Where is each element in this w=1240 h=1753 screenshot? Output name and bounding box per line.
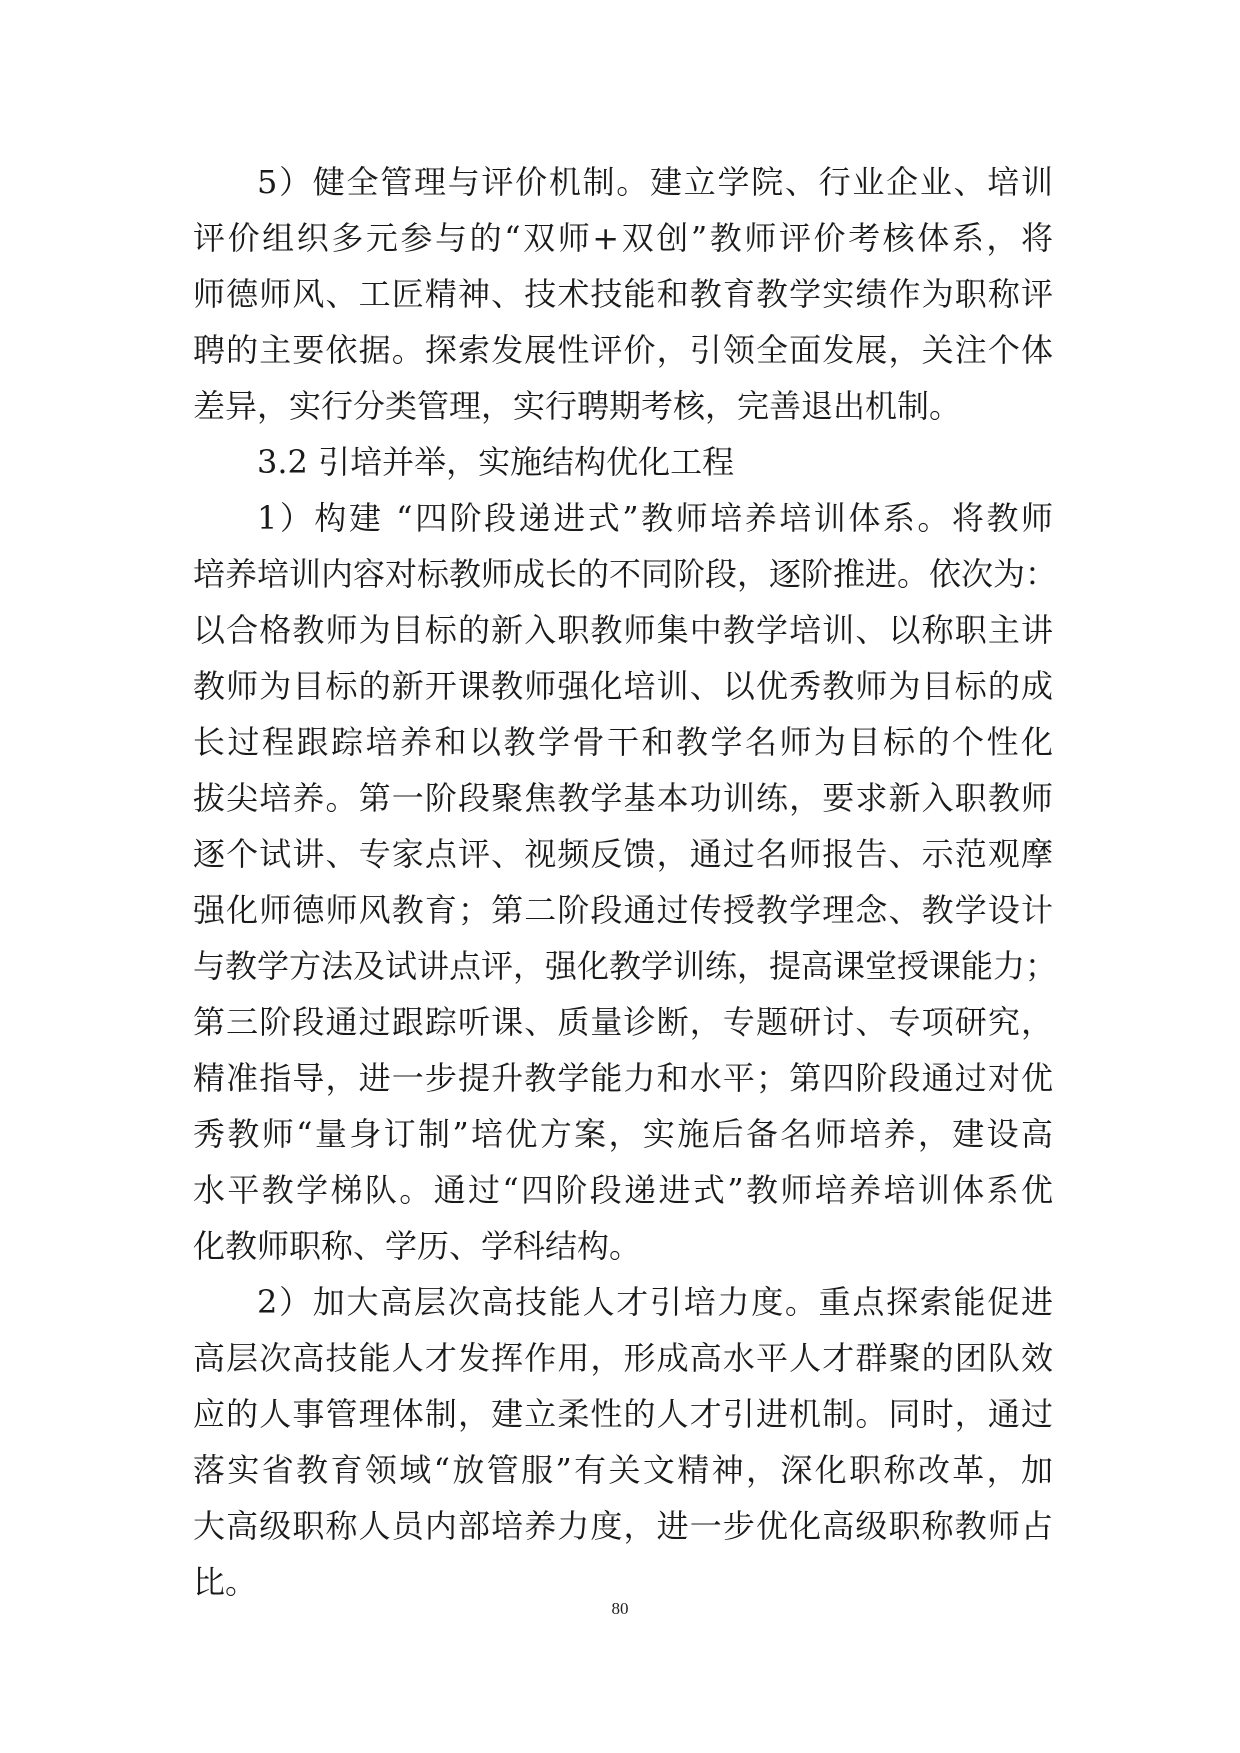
paragraph-2-line-1: 1）构建 “四阶段递进式”教师培养培训体系。将教师: [257, 499, 1053, 537]
section-heading: 3.2 引培并举，实施结构优化工程: [257, 443, 735, 481]
paragraph-2-line-7: 逐个试讲、专家点评、视频反馈，通过名师报告、示范观摩: [193, 835, 1053, 873]
paragraph-3-line-4: 落实省教育领域“放管服”有关文精神，深化职称改革，加: [193, 1451, 1053, 1489]
paragraph-2-line-4: 教师为目标的新开课教师强化培训、以优秀教师为目标的成: [193, 667, 1053, 705]
paragraph-3-line-5: 大高级职称人员内部培养力度，进一步优化高级职称教师占: [193, 1507, 1053, 1545]
paragraph-3-line-1: 2）加大高层次高技能人才引培力度。重点探索能促进: [257, 1283, 1053, 1321]
paragraph-2-line-5: 长过程跟踪培养和以教学骨干和教学名师为目标的个性化: [193, 723, 1053, 761]
paragraph-2-line-8: 强化师德师风教育；第二阶段通过传授教学理念、教学设计: [193, 891, 1053, 929]
paragraph-2-line-11: 精准指导，进一步提升教学能力和水平；第四阶段通过对优: [193, 1059, 1053, 1097]
paragraph-3-line-2: 高层次高技能人才发挥作用，形成高水平人才群聚的团队效: [193, 1339, 1053, 1377]
paragraph-1-line-2: 评价组织多元参与的“双师+双创”教师评价考核体系，将: [193, 219, 1053, 257]
paragraph-2-line-9: 与教学方法及试讲点评，强化教学训练，提高课堂授课能力；: [193, 947, 1058, 985]
paragraph-1-line-1: 5）健全管理与评价机制。建立学院、行业企业、培训: [257, 163, 1053, 201]
paragraph-2-line-14: 化教师职称、学历、学科结构。: [193, 1227, 642, 1265]
paragraph-3-line-6: 比。: [193, 1563, 258, 1601]
paragraph-2-line-2: 培养培训内容对标教师成长的不同阶段，逐阶推进。依次为：: [193, 555, 1058, 593]
paragraph-1-line-3: 师德师风、工匠精神、技术技能和教育教学实绩作为职称评: [193, 275, 1053, 313]
paragraph-2-line-13: 水平教学梯队。通过“四阶段递进式”教师培养培训体系优: [193, 1171, 1053, 1209]
paragraph-2-line-6: 拔尖培养。第一阶段聚焦教学基本功训练，要求新入职教师: [193, 779, 1053, 817]
paragraph-2-line-10: 第三阶段通过跟踪听课、质量诊断，专题研讨、专项研究，: [193, 1003, 1053, 1041]
paragraph-1-line-4: 聘的主要依据。探索发展性评价，引领全面发展，关注个体: [193, 331, 1053, 369]
page-number: 80: [611, 1599, 629, 1618]
paragraph-1-line-5: 差异，实行分类管理，实行聘期考核，完善退出机制。: [193, 387, 962, 425]
paragraph-3-line-3: 应的人事管理体制，建立柔性的人才引进机制。同时，通过: [193, 1395, 1053, 1433]
paragraph-2-line-12: 秀教师“量身订制”培优方案，实施后备名师培养，建设高: [193, 1115, 1053, 1153]
paragraph-2-line-3: 以合格教师为目标的新入职教师集中教学培训、以称职主讲: [193, 611, 1053, 649]
